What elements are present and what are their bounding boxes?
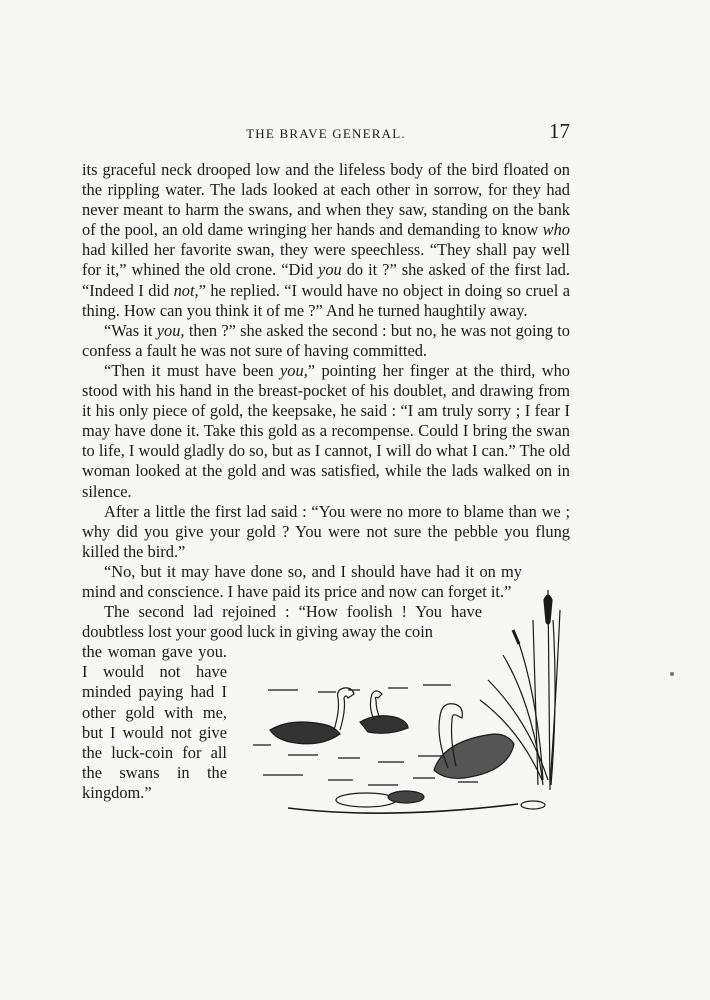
italic-text: you	[318, 260, 342, 280]
running-title: THE BRAVE GENERAL.	[246, 126, 406, 141]
paragraph-6-wide: The second lad rejoined : “How foolish ! You have doubtless lost your good luck in giving away the coin	[82, 602, 482, 642]
text-run: its graceful neck drooped low and the lifeless body of the bird floated on the rippling water. The lads looked at each other in sorrow, for they had never meant to harm the swans, and when they saw, standing on the bank of the pool, an old dame wringing her hands and demanding to know	[82, 160, 570, 240]
italic-text: not,	[173, 280, 199, 300]
page-number: 17	[549, 119, 570, 143]
italic-text: who	[542, 220, 570, 240]
italic-text: you,	[156, 320, 185, 340]
text-run: After a little the first lad said : “You were no more to blame than we ; why did you give your gold ? You were not sure the pebble you flung killed the bird.”	[82, 501, 570, 561]
text-run: ” pointing her finger at the third, who stood with his hand in the breast-pocket of his doublet, and drawing from it his only piece of gold, the keepsake, he said : “I am truly sorry ; I fear I may have done it. Take this gold as a recompense. Could I bring the swan to life, I would gladly do so, but as I cannot, I will do what I can.” The old woman looked at the gold and was satisfied, while the lads walked on in silence.	[82, 360, 570, 501]
main-paragraphs	[82, 160, 570, 562]
text-run: had killed her favorite swan, they were speechless. “They shall pay well for it,” whined the old crone. “Did	[82, 240, 570, 280]
text-run: ” he replied. “I would have no object in doing so cruel a thing. How can you think it of me ?” And he turned haughtily away.	[82, 280, 570, 320]
text-run: do it ?” she asked of the first lad. “Indeed I did	[82, 260, 570, 300]
paragraph-6-narrow: the woman gave you. I would not have minded paying had I other gold with me, but I would not give the luck-coin for all the swans in the kingdom.”	[82, 642, 227, 802]
stray-mark	[670, 672, 674, 676]
text-run: “Was it	[104, 320, 157, 340]
paragraph-4	[82, 502, 570, 562]
paragraph-3	[82, 361, 570, 502]
text-run: “Then it must have been	[104, 360, 281, 380]
swans-on-pond-illustration	[248, 580, 568, 825]
paragraph-1	[82, 160, 570, 321]
italic-text: you,	[280, 360, 308, 380]
paragraph-2	[82, 321, 570, 361]
paragraph-5: “No, but it may have done so, and I should have had it on my mind and conscience. I have paid its price and now can forget it.”	[82, 561, 522, 601]
text-run: then ?” she asked the second : but no, he was not going to confess a fault he was not sure of having committed.	[82, 320, 570, 360]
